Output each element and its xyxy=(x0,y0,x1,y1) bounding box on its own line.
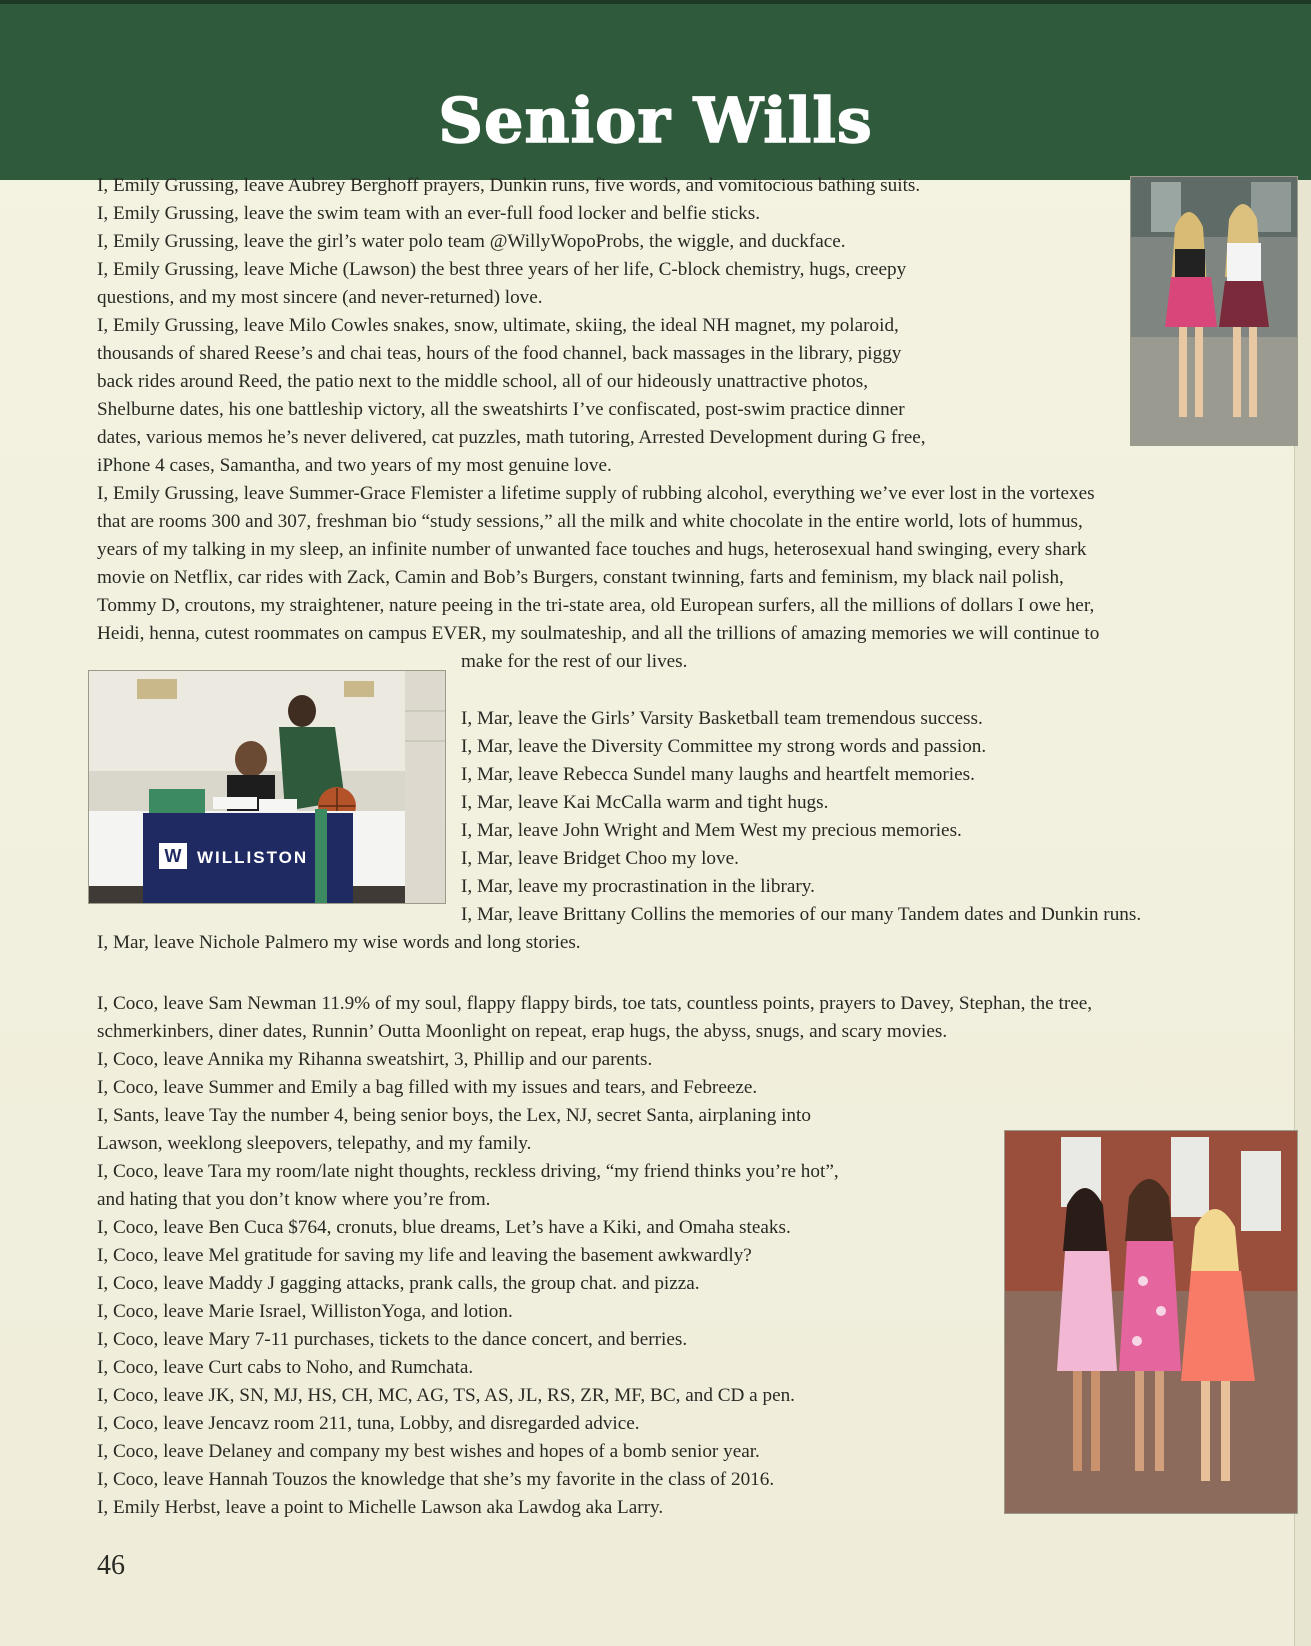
will-line: I, Mar, leave John Wright and Mem West my precious memories. xyxy=(461,820,962,841)
photo-signing-table xyxy=(88,670,446,904)
will-line-continuation: make for the rest of our lives. xyxy=(461,651,688,672)
photo-two-girls xyxy=(1130,176,1298,446)
will-line: I, Mar, leave my procrastination in the library. xyxy=(461,876,815,897)
will-line: I, Emily Herbst, leave a point to Michelle Lawson aka Lawdog aka Larry. xyxy=(97,1497,664,1518)
will-line: I, Coco, leave Delaney and company my best wishes and hopes of a bomb senior year. xyxy=(97,1441,760,1462)
will-line: Tommy D, croutons, my straightener, nature peeing in the tri-state area, old European surfers, all the millions of dollars I owe her, xyxy=(97,595,1095,616)
will-line: questions, and my most sincere (and never-returned) love. xyxy=(97,287,543,308)
will-line: I, Mar, leave Brittany Collins the memories of our many Tandem dates and Dunkin runs. xyxy=(461,904,1142,925)
will-line: I, Mar, leave the Diversity Committee my strong words and passion. xyxy=(461,736,987,757)
will-line: I, Coco, leave Mel gratitude for saving my life and leaving the basement awkwardly? xyxy=(97,1245,752,1266)
will-line: I, Coco, leave Sam Newman 11.9% of my soul, flappy flappy birds, toe tats, countless points, prayers to Davey, Stephan, the tree, xyxy=(97,993,1093,1014)
page-number: 46 xyxy=(97,1550,125,1581)
will-line: I, Emily Grussing, leave the swim team with an ever-full food locker and belfie sticks. xyxy=(97,203,760,224)
will-line: I, Sants, leave Tay the number 4, being senior boys, the Lex, NJ, secret Santa, airplaning into xyxy=(97,1105,811,1126)
photo-two-girls-image xyxy=(1131,177,1297,445)
williston-logo-letter: W xyxy=(164,846,182,866)
will-line: I, Mar, leave Kai McCalla warm and tight hugs. xyxy=(461,792,829,813)
will-line: schmerkinbers, diner dates, Runnin’ Outta Moonlight on repeat, erap hugs, the abyss, snugs, and scary movies. xyxy=(97,1021,948,1042)
will-line: I, Coco, leave Annika my Rihanna sweatshirt, 3, Phillip and our parents. xyxy=(97,1049,653,1070)
will-line: I, Coco, leave Jencavz room 211, tuna, Lobby, and disregarded advice. xyxy=(97,1413,640,1434)
will-line: I, Coco, leave Ben Cuca $764, cronuts, blue dreams, Let’s have a Kiki, and Omaha steaks. xyxy=(97,1217,791,1238)
will-line: I, Emily Grussing, leave Summer-Grace Flemister a lifetime supply of rubbing alcohol, everything we’ve ever lost in the vortexes xyxy=(97,483,1095,504)
photo-three-girls-image xyxy=(1005,1131,1297,1513)
will-line: and hating that you don’t know where you’re from. xyxy=(97,1189,491,1210)
will-line: I, Coco, leave Hannah Touzos the knowledge that she’s my favorite in the class of 2016. xyxy=(97,1469,775,1490)
will-line: Heidi, henna, cutest roommates on campus EVER, my soulmateship, and all the trillions of amazing memories we will continue to xyxy=(97,623,1100,644)
will-line: I, Coco, leave Summer and Emily a bag filled with my issues and tears, and Febreeze. xyxy=(97,1077,758,1098)
photo-signing-table-image xyxy=(89,671,445,903)
will-line: movie on Netflix, car rides with Zack, Camin and Bob’s Burgers, constant twinning, farts and feminism, my black nail polish, xyxy=(97,567,1064,588)
page-title: Senior Wills xyxy=(438,84,873,157)
will-line: I, Coco, leave Tara my room/late night thoughts, reckless driving, “my friend thinks you’re hot”, xyxy=(97,1161,839,1182)
will-line: I, Mar, leave the Girls’ Varsity Basketball team tremendous success. xyxy=(461,708,983,729)
photo-three-girls xyxy=(1004,1130,1298,1514)
will-line: iPhone 4 cases, Samantha, and two years of my most genuine love. xyxy=(97,455,612,476)
will-line: I, Emily Grussing, leave Milo Cowles snakes, snow, ultimate, skiing, the ideal NH magnet, my polaroid, xyxy=(97,315,899,336)
will-line: back rides around Reed, the patio next to the middle school, all of our hideously unattractive photos, xyxy=(97,371,869,392)
will-line: I, Mar, leave Rebecca Sundel many laughs and heartfelt memories. xyxy=(461,764,975,785)
will-line: Lawson, weeklong sleepovers, telepathy, and my family. xyxy=(97,1133,532,1154)
will-line: thousands of shared Reese’s and chai teas, hours of the food channel, back massages in the library, piggy xyxy=(97,343,902,364)
will-line: dates, various memos he’s never delivered, cat puzzles, math tutoring, Arrested Development during G free, xyxy=(97,427,926,448)
will-line: I, Coco, leave Mary 7-11 purchases, tickets to the dance concert, and berries. xyxy=(97,1329,688,1350)
header-band xyxy=(0,0,1311,180)
will-line: I, Coco, leave Curt cabs to Noho, and Rumchata. xyxy=(97,1357,474,1378)
williston-banner-text: WILLISTON xyxy=(197,848,309,867)
will-line: I, Coco, leave Maddy J gagging attacks, prank calls, the group chat. and pizza. xyxy=(97,1273,700,1294)
will-line: years of my talking in my sleep, an infinite number of unwanted face touches and hugs, heterosexual hand swinging, every shark xyxy=(97,539,1087,560)
will-line: that are rooms 300 and 307, freshman bio “study sessions,” all the milk and white chocolate in the entire world, lots of hummus, xyxy=(97,511,1083,532)
will-line: I, Emily Grussing, leave the girl’s water polo team @WillyWopoProbs, the wiggle, and duckface. xyxy=(97,231,846,252)
will-line: I, Emily Grussing, leave Aubrey Berghoff prayers, Dunkin runs, five words, and vomitocious bathing suits. xyxy=(97,175,921,196)
will-line: Shelburne dates, his one battleship victory, all the sweatshirts I’ve confiscated, post-swim practice dinner xyxy=(97,399,905,420)
will-line: I, Coco, leave JK, SN, MJ, HS, CH, MC, AG, TS, AS, JL, RS, ZR, MF, BC, and CD a pen. xyxy=(97,1385,795,1406)
will-line: I, Emily Grussing, leave Miche (Lawson) the best three years of her life, C-block chemistry, hugs, creepy xyxy=(97,259,907,280)
will-line: I, Coco, leave Marie Israel, WillistonYoga, and lotion. xyxy=(97,1301,513,1322)
will-line: I, Mar, leave Nichole Palmero my wise words and long stories. xyxy=(97,932,581,953)
will-line: I, Mar, leave Bridget Choo my love. xyxy=(461,848,739,869)
